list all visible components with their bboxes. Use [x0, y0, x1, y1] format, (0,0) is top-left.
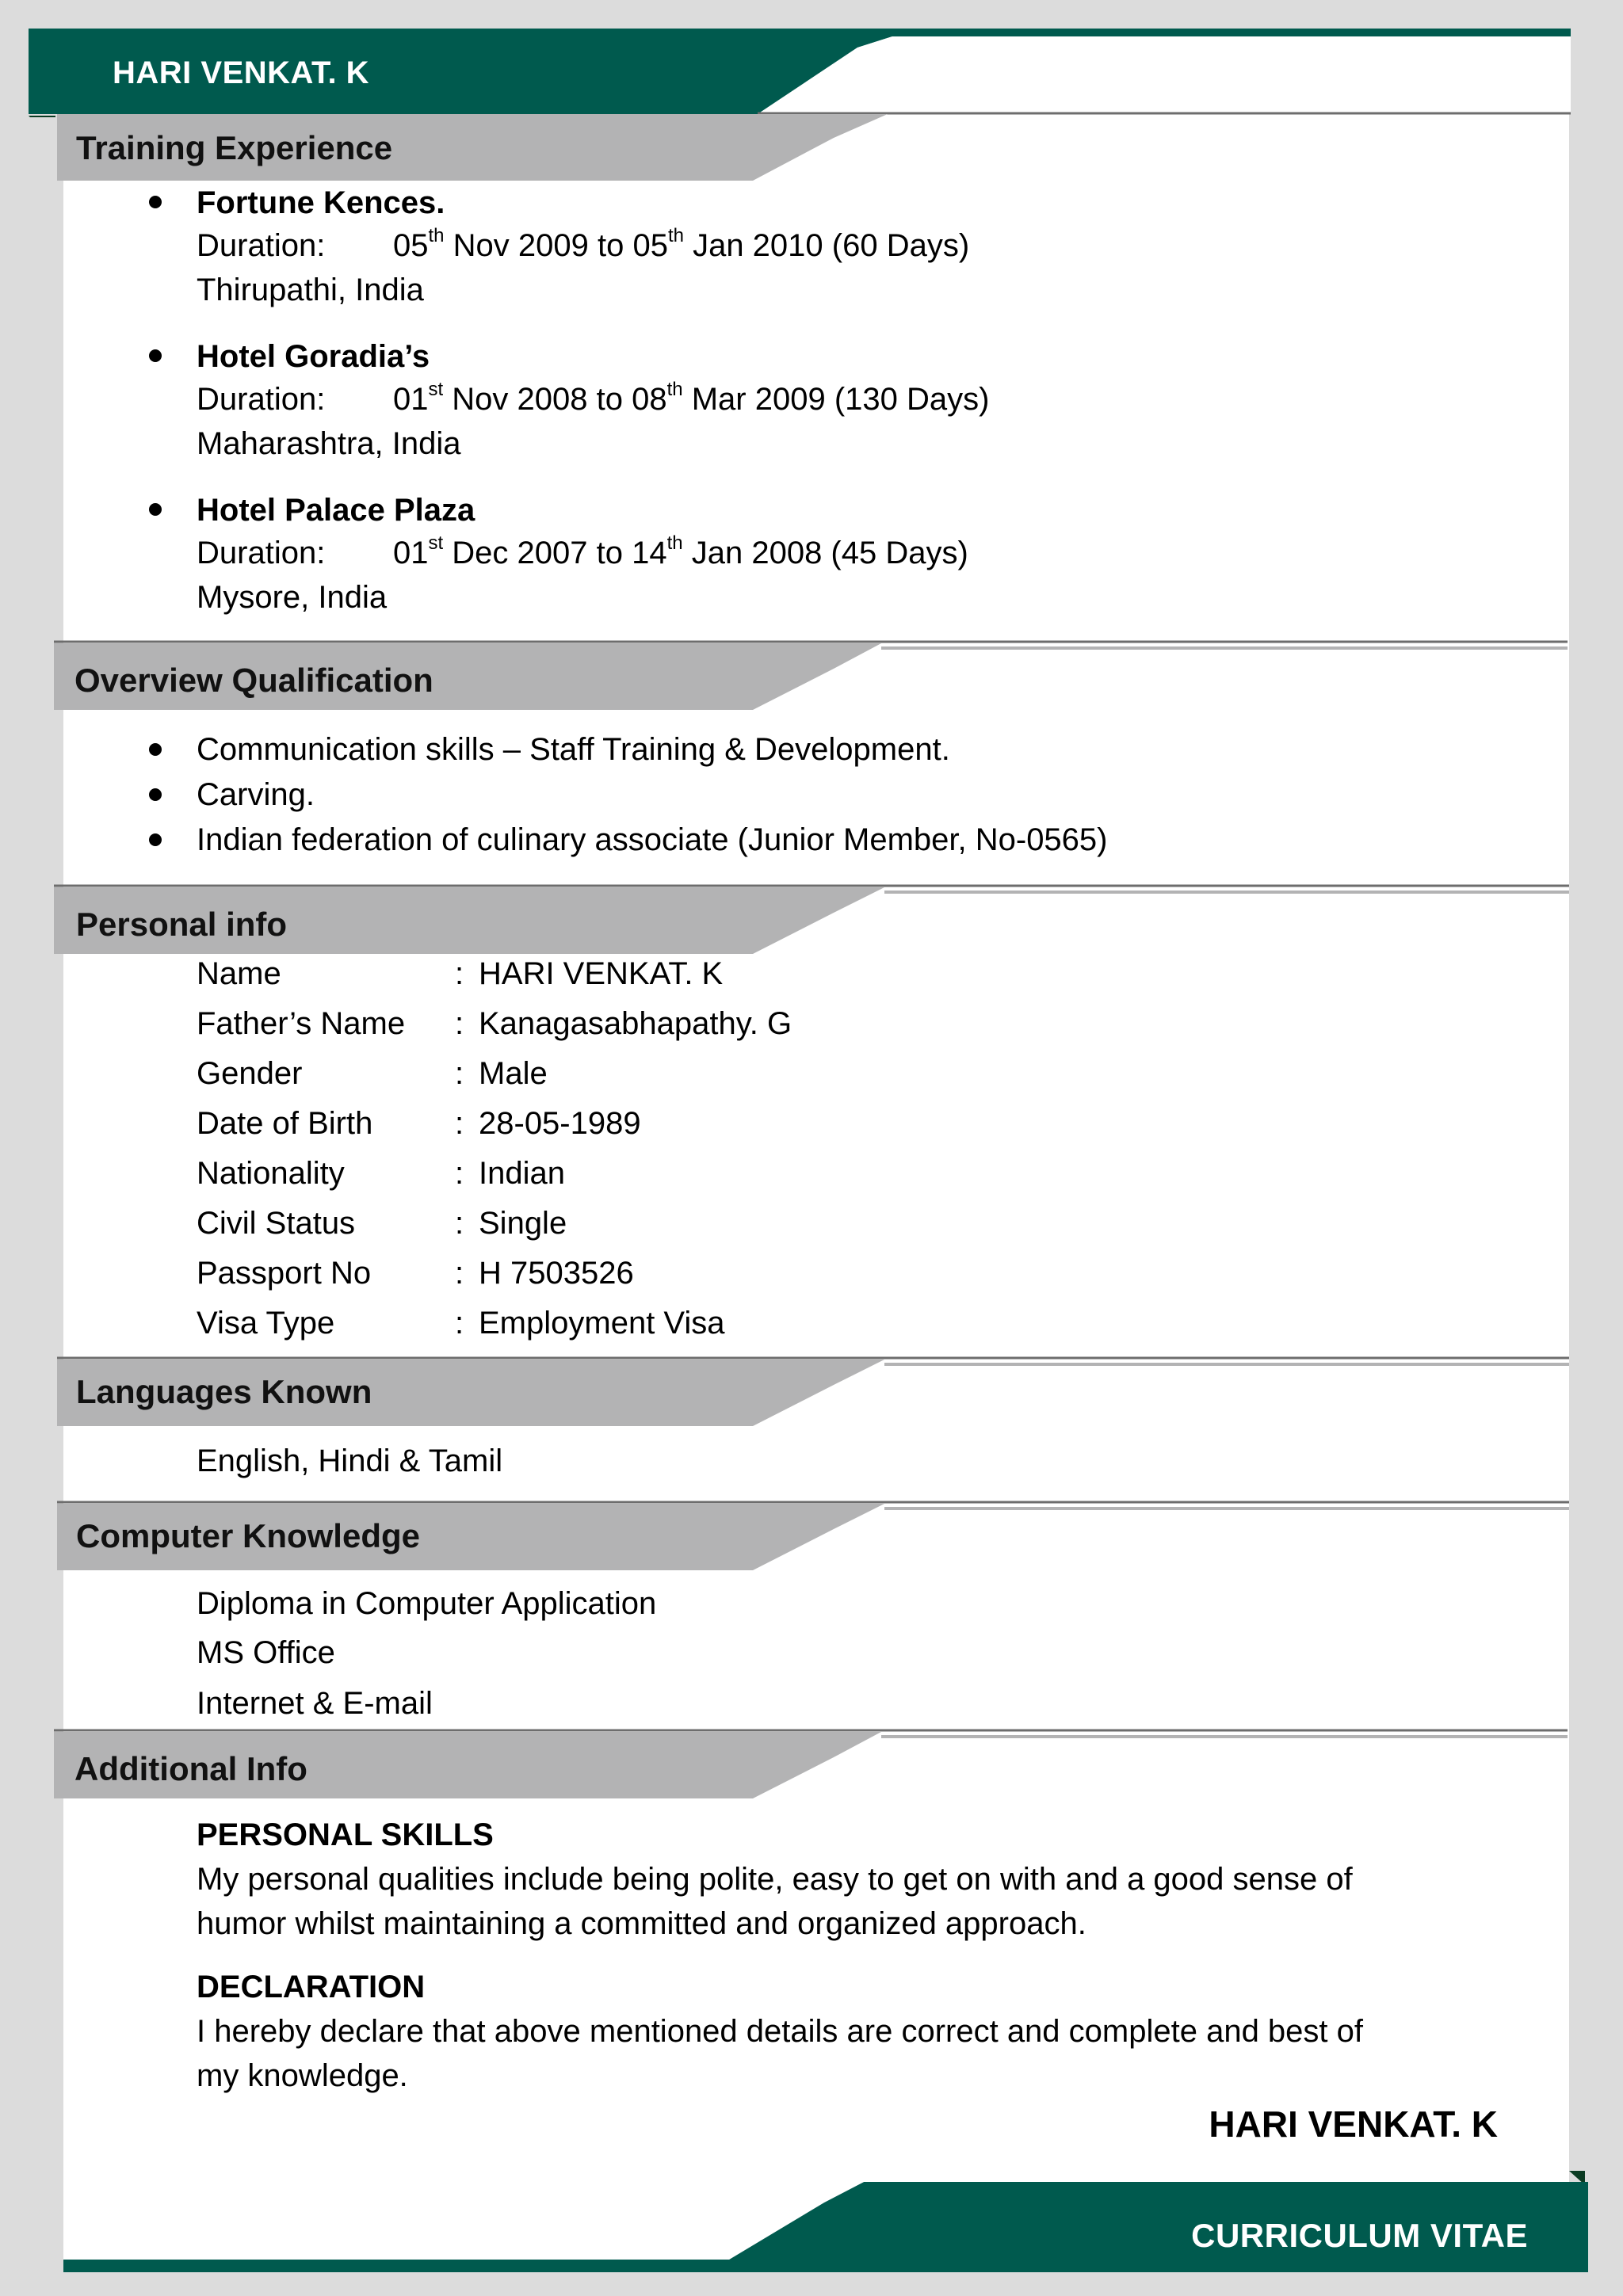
colon: :	[455, 1006, 464, 1041]
skills-heading: PERSONAL SKILLS	[197, 1817, 494, 1852]
section-title-personal: Personal info	[76, 906, 288, 943]
training-duration: 01st Dec 2007 to 14th Jan 2008 (45 Days)	[393, 532, 968, 570]
personal-value: Employment Visa	[479, 1306, 725, 1341]
colon: :	[455, 1056, 464, 1091]
personal-label: Civil Status	[197, 1206, 356, 1241]
duration-label: Duration:	[197, 228, 326, 263]
personal-label: Visa Type	[197, 1306, 335, 1341]
training-duration: 05th Nov 2009 to 05th Jan 2010 (60 Days)	[393, 225, 970, 263]
personal-label: Nationality	[197, 1156, 345, 1191]
colon: :	[455, 956, 464, 991]
training-place: Mysore, India	[197, 580, 388, 615]
colon: :	[455, 1156, 464, 1191]
personal-value: HARI VENKAT. K	[479, 956, 724, 991]
personal-label: Name	[197, 956, 281, 991]
training-org: Hotel Goradia’s	[197, 339, 430, 374]
colon: :	[455, 1256, 464, 1291]
computer-item: MS Office	[197, 1635, 335, 1670]
colon: :	[455, 1306, 464, 1341]
personal-value: H 7503526	[479, 1256, 634, 1291]
personal-value: Indian	[479, 1156, 565, 1191]
personal-label: Passport No	[197, 1256, 372, 1291]
skills-line: My personal qualities include being polite, easy to get on with and a good sense of	[197, 1862, 1353, 1897]
training-duration: 01st Nov 2008 to 08th Mar 2009 (130 Days)	[393, 379, 990, 417]
section-title-additional: Additional Info	[74, 1750, 307, 1787]
personal-label: Date of Birth	[197, 1106, 373, 1141]
training-org: Fortune Kences.	[197, 185, 445, 220]
section-title-training: Training Experience	[76, 129, 393, 166]
section-title-overview: Overview Qualification	[74, 662, 433, 699]
training-place: Thirupathi, India	[197, 273, 424, 307]
skills-line: humor whilst maintaining a committed and organized approach.	[197, 1906, 1086, 1941]
section-title-computer: Computer Knowledge	[76, 1517, 421, 1554]
colon: :	[455, 1106, 464, 1141]
overview-item: Communication skills – Staff Training & Development.	[197, 732, 950, 767]
training-place: Maharashtra, India	[197, 426, 461, 461]
overview-item: Carving.	[197, 777, 315, 812]
header-band	[29, 29, 1571, 114]
languages-text: English, Hindi & Tamil	[197, 1444, 503, 1478]
declaration-line: I hereby declare that above mentioned details are correct and complete and best of	[197, 2014, 1364, 2049]
bullet-icon	[149, 743, 162, 756]
personal-value: Kanagasabhapathy. G	[479, 1006, 792, 1041]
computer-item: Diploma in Computer Application	[197, 1586, 657, 1621]
footer-band	[63, 2171, 1588, 2274]
header-name: HARI VENKAT. K	[113, 55, 370, 90]
personal-value: 28-05-1989	[479, 1106, 641, 1141]
section-title-languages: Languages Known	[76, 1373, 372, 1410]
training-org: Hotel Palace Plaza	[197, 493, 475, 528]
personal-value: Male	[479, 1056, 548, 1091]
declaration-line: my knowledge.	[197, 2058, 408, 2093]
computer-item: Internet & E-mail	[197, 1686, 433, 1721]
personal-value: Single	[479, 1206, 567, 1241]
bullet-icon	[149, 503, 162, 516]
personal-label: Gender	[197, 1056, 303, 1091]
footer-label: CURRICULUM VITAE	[1191, 2217, 1528, 2254]
declaration-heading: DECLARATION	[197, 1970, 426, 2004]
duration-label: Duration:	[197, 382, 326, 417]
bullet-icon	[149, 788, 162, 801]
bullet-icon	[149, 833, 162, 846]
colon: :	[455, 1206, 464, 1241]
bullet-icon	[149, 349, 162, 362]
overview-item: Indian federation of culinary associate (Junior Member, No-0565)	[197, 822, 1108, 857]
bullet-icon	[149, 196, 162, 208]
signature-name: HARI VENKAT. K	[1209, 2103, 1498, 2145]
personal-label: Father’s Name	[197, 1006, 406, 1041]
duration-label: Duration:	[197, 536, 326, 570]
